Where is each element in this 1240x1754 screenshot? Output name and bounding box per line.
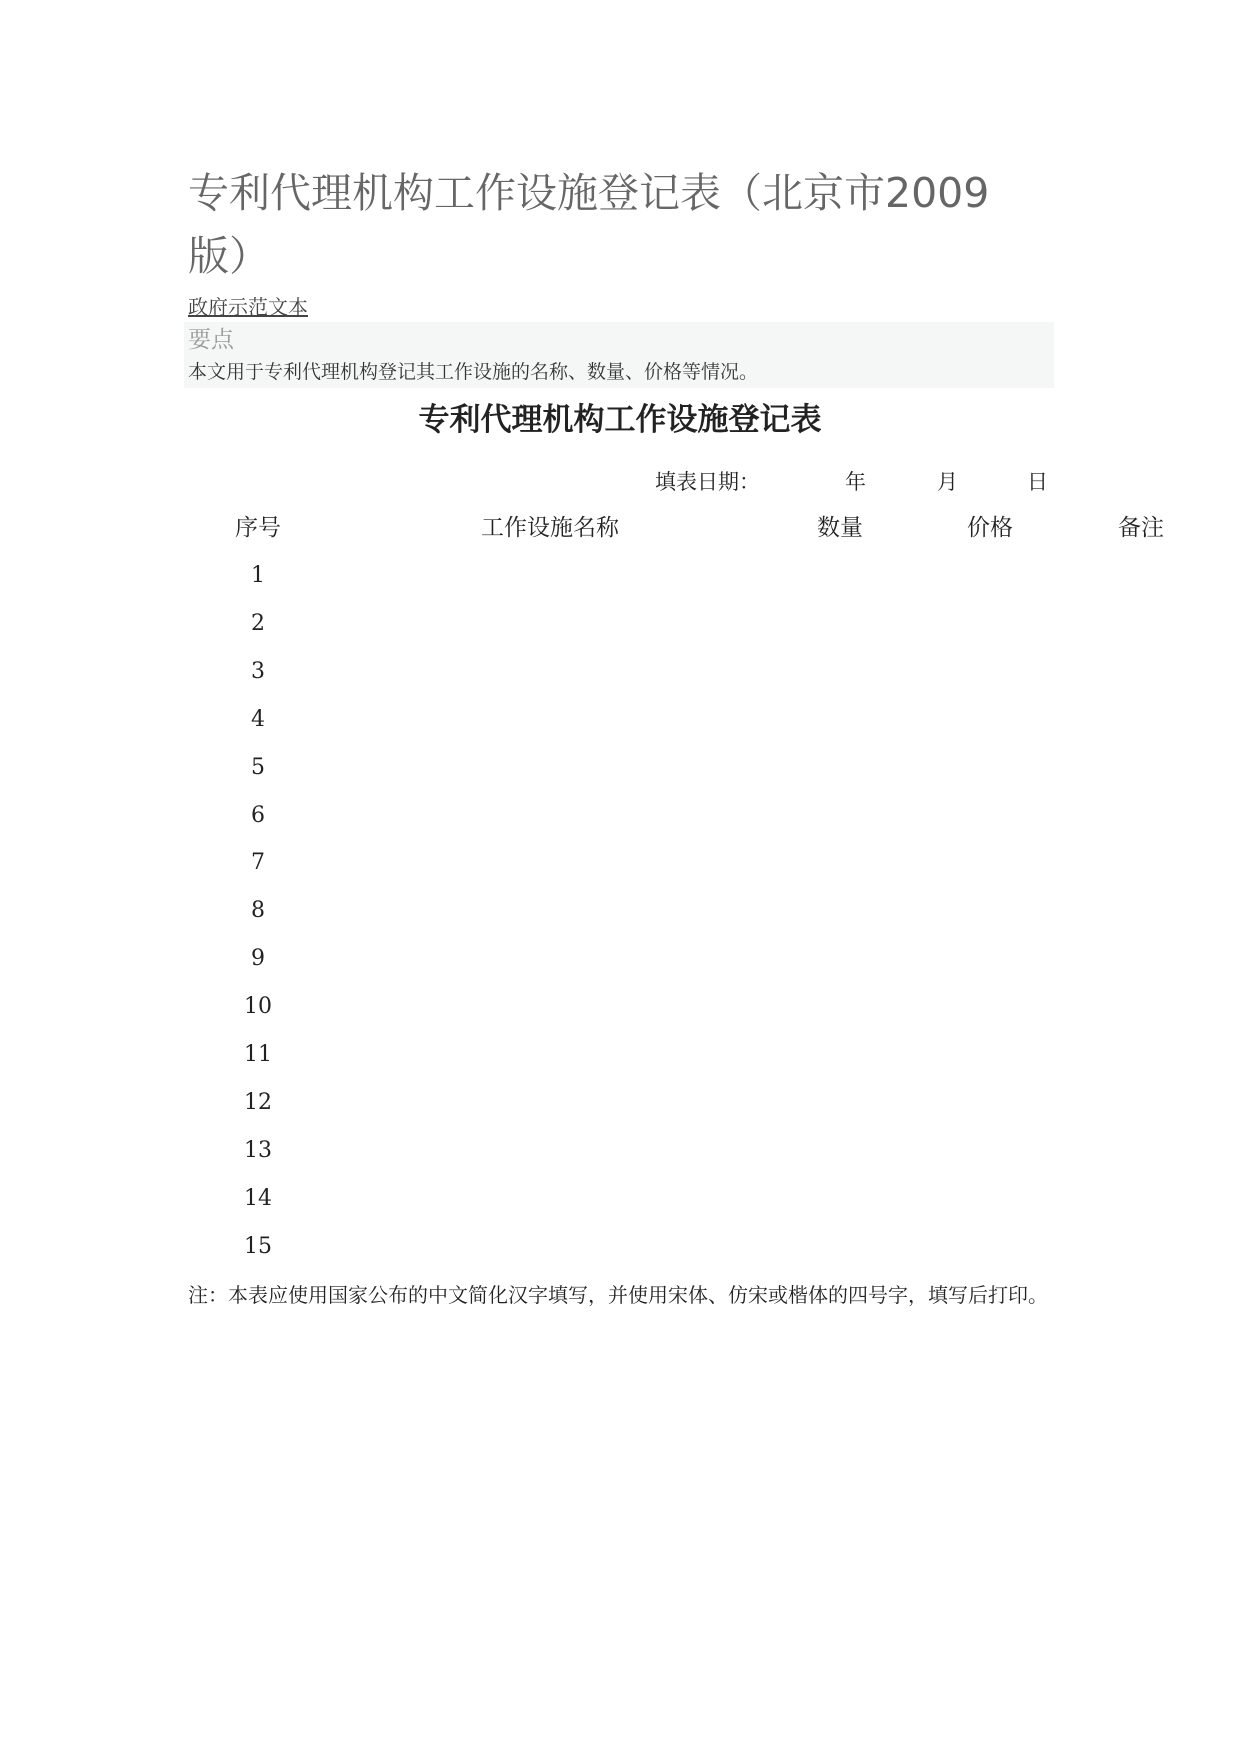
col-header-index: 序号 bbox=[235, 515, 281, 541]
summary-heading: 要点 bbox=[188, 327, 234, 353]
table-row-number: 9 bbox=[251, 946, 265, 971]
date-month-label: 月 bbox=[937, 470, 958, 494]
table-row-number: 12 bbox=[244, 1090, 272, 1115]
fill-date-label: 填表日期： bbox=[655, 470, 760, 494]
table-row-number: 1 bbox=[251, 563, 265, 588]
table-row-number: 5 bbox=[251, 755, 265, 780]
table-row-number: 10 bbox=[244, 994, 272, 1019]
form-note: 注：本表应使用国家公布的中文简化汉字填写，并使用宋体、仿宋或楷体的四号字，填写后打印。 bbox=[188, 1283, 1048, 1307]
category-link[interactable]: 政府示范文本 bbox=[188, 295, 308, 319]
date-day-label: 日 bbox=[1027, 470, 1048, 494]
table-row-number: 6 bbox=[251, 803, 265, 828]
table-row-number: 7 bbox=[251, 850, 265, 875]
col-header-name: 工作设施名称 bbox=[481, 515, 619, 541]
col-header-quantity: 数量 bbox=[817, 515, 863, 541]
table-row-number: 2 bbox=[251, 611, 265, 636]
summary-text: 本文用于专利代理机构登记其工作设施的名称、数量、价格等情况。 bbox=[188, 361, 759, 383]
table-row-number: 4 bbox=[251, 707, 265, 732]
table-row-number: 13 bbox=[244, 1138, 272, 1163]
table-row-number: 14 bbox=[244, 1186, 272, 1211]
table-row-number: 3 bbox=[251, 659, 265, 684]
table-row-number: 8 bbox=[251, 898, 265, 923]
summary-box bbox=[184, 322, 1054, 388]
table-row-number: 11 bbox=[244, 1042, 272, 1067]
table-row-number: 15 bbox=[244, 1234, 272, 1259]
date-year-label: 年 bbox=[845, 470, 866, 494]
form-title: 专利代理机构工作设施登记表 bbox=[418, 402, 822, 438]
document-title: 专利代理机构工作设施登记表（北京市2009版） bbox=[188, 169, 990, 280]
col-header-price: 价格 bbox=[967, 515, 1013, 541]
col-header-remarks: 备注 bbox=[1118, 515, 1164, 541]
